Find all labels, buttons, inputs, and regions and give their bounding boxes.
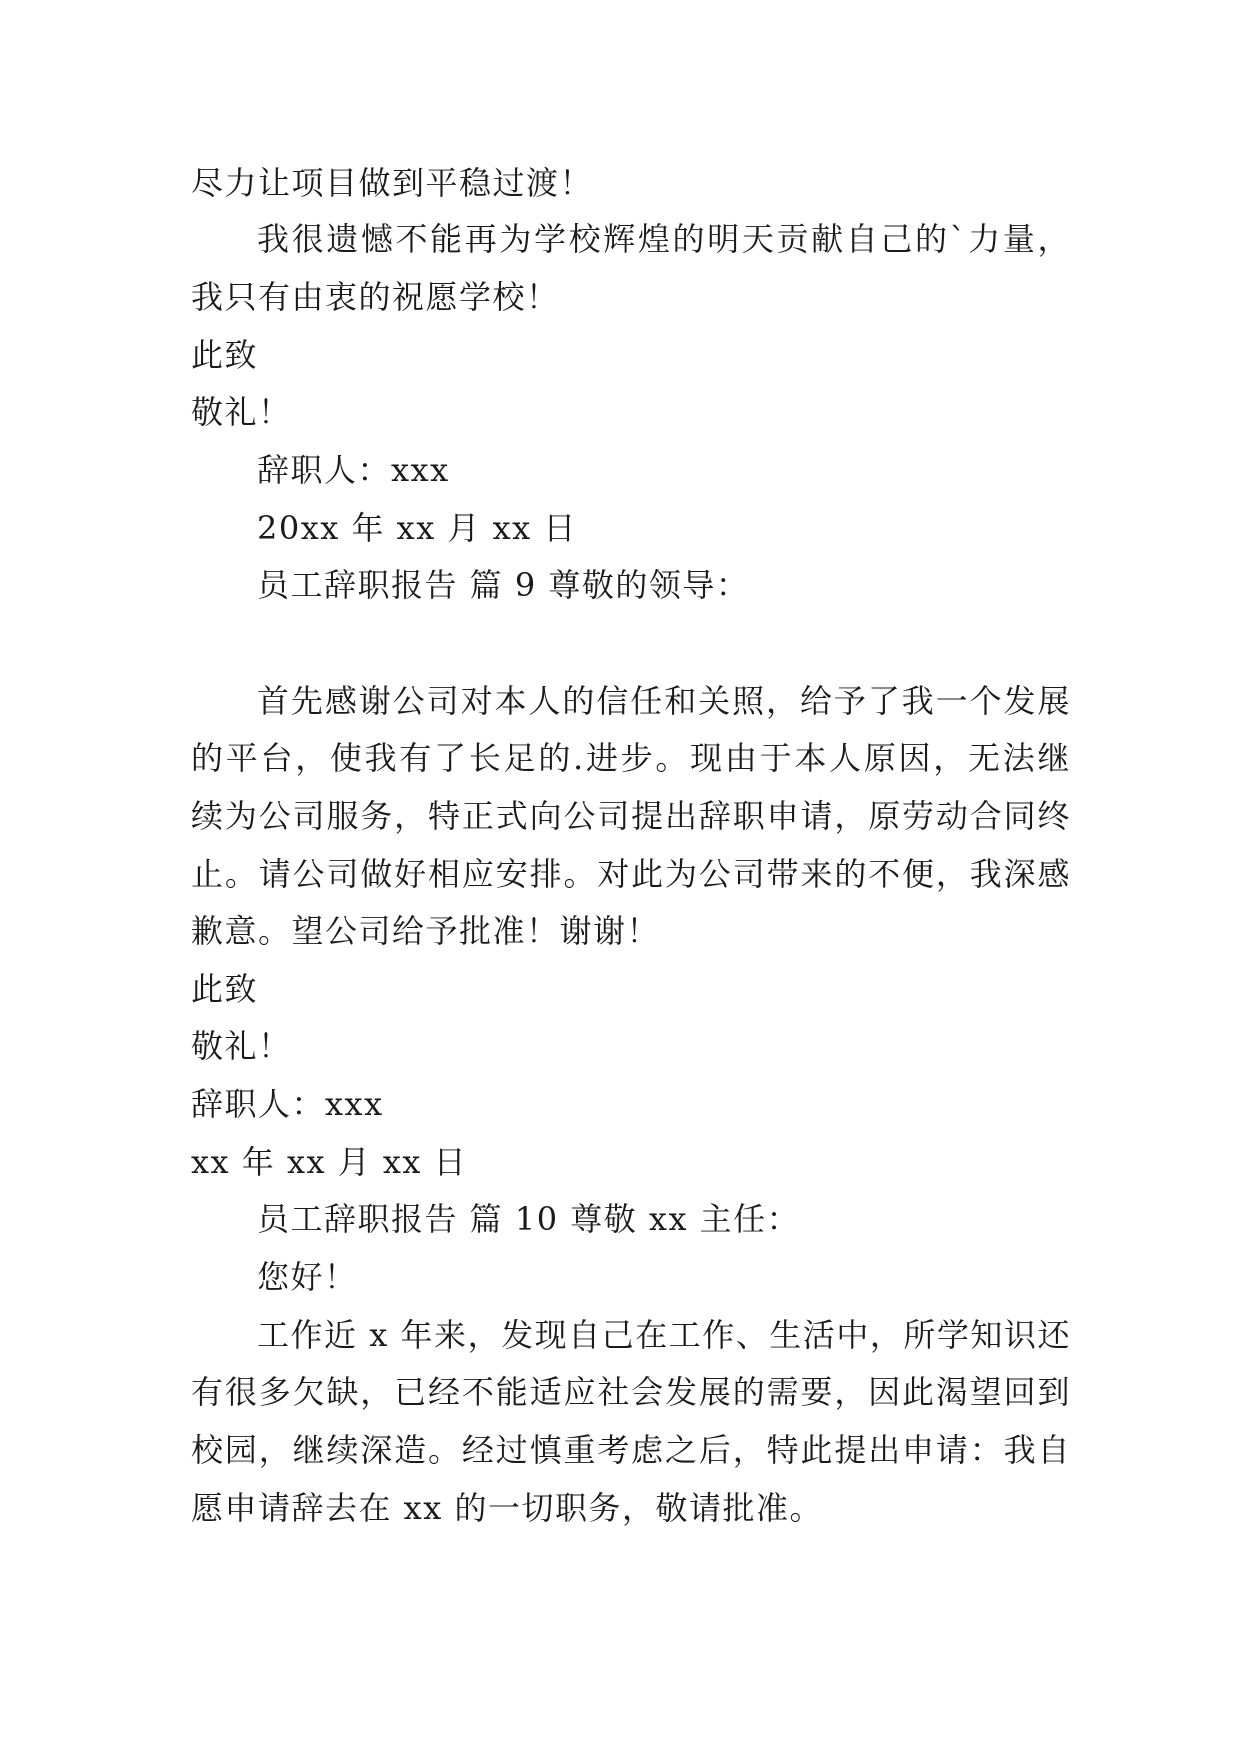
text-line: 校园，继续深造。经过慎重考虑之后，特此提出申请：我自 (191, 1431, 1071, 1469)
signature-line: 辞职人：xxx (257, 451, 450, 489)
text-line: 的平台，使我有了长足的.进步。现由于本人原因，无法继 (191, 739, 1071, 777)
section-heading: 员工辞职报告 篇 9 尊敬的领导： (257, 566, 750, 604)
text-line: 愿申请辞去在 xx 的一切职务，敬请批准。 (191, 1489, 823, 1527)
text-line: 工作近 x 年来，发现自己在工作、生活中，所学知识还 (257, 1316, 1071, 1354)
text-line: 续为公司服务，特正式向公司提出辞职申请，原劳动合同终 (191, 797, 1071, 835)
greeting-line: 您好！ (257, 1258, 358, 1296)
date-line: 20xx 年 xx 月 xx 日 (257, 509, 577, 547)
text-line: 止。请公司做好相应安排。对此为公司带来的不便，我深感 (191, 855, 1071, 893)
salutation-line: 此致 (191, 970, 259, 1008)
salutation-line: 敬礼！ (191, 393, 292, 431)
text-line: 我只有由衷的祝愿学校！ (191, 278, 560, 316)
salutation-line: 敬礼！ (191, 1027, 292, 1065)
signature-line: 辞职人：xxx (191, 1085, 384, 1123)
date-line: xx 年 xx 月 xx 日 (191, 1143, 468, 1181)
text-line: 有很多欠缺，已经不能适应社会发展的需要，因此渴望回到 (191, 1373, 1071, 1411)
section-heading: 员工辞职报告 篇 10 尊敬 xx 主任： (257, 1200, 801, 1238)
text-line: 尽力让项目做到平稳过渡！ (191, 164, 594, 202)
salutation-line: 此致 (191, 336, 259, 374)
text-line: 歉意。望公司给予批准！谢谢！ (191, 912, 661, 950)
text-line: 我很遗憾不能再为学校辉煌的明天贡献自己的`力量， (257, 220, 1071, 258)
text-line: 首先感谢公司对本人的信任和关照，给予了我一个发展 (257, 682, 1071, 720)
